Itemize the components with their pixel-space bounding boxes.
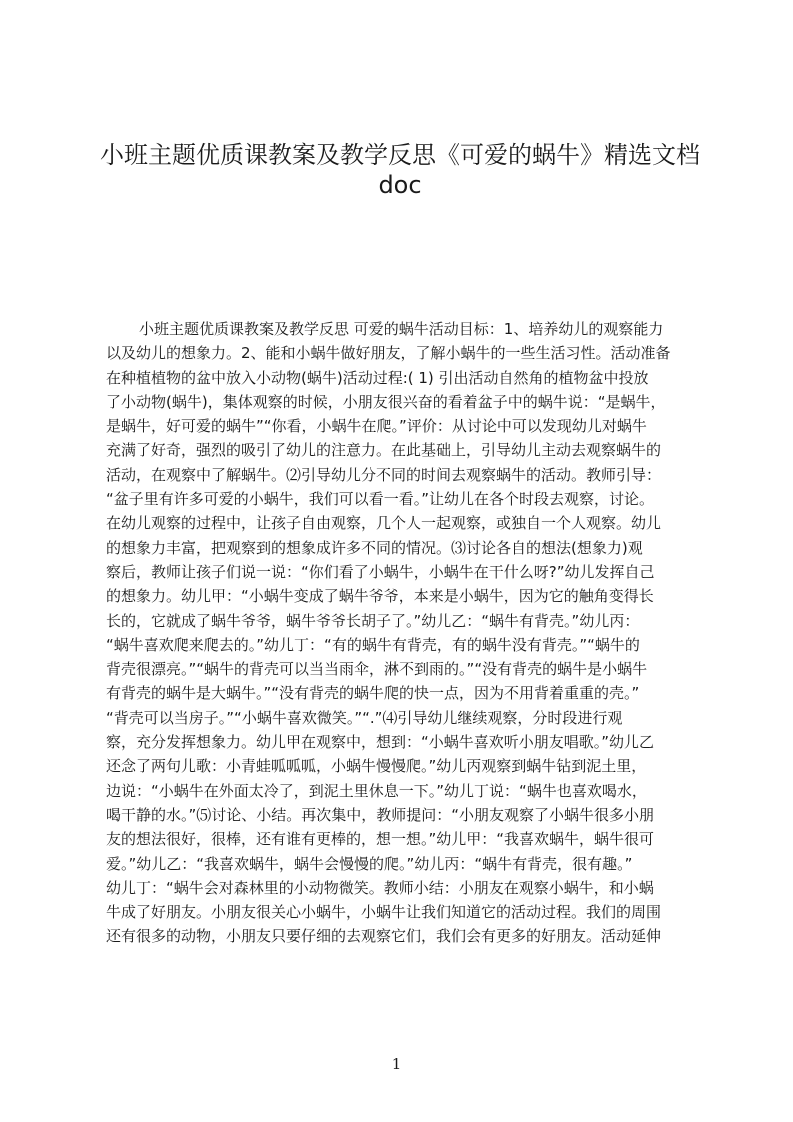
body-line: 察，充分发挥想象力。幼儿甲在观察中，想到：“小蜗牛喜欢听小朋友唱歌。”幼儿乙 [106,733,655,752]
body-line: 在种植植物的盆中放入小动物(蜗牛)活动过程:( 1) 引出活动自然角的植物盆中投放 [106,368,649,387]
body-line: 的想象力丰富，把观察到的想象成许多不同的情况。⑶讨论各自的想法(想象力)观 [106,538,643,557]
body-line: “背壳可以当房子。”“小蜗牛喜欢微笑。”“.”⑷引导幼儿继续观察，分时段进行观 [106,708,623,727]
body-line: 友的想法很好，很棒，还有谁有更棒的，想一想。”幼儿甲：“我喜欢蜗牛，蜗牛很可 [106,830,655,849]
body-line: 在幼儿观察的过程中，让孩子自由观察，几个人一起观察，或独自一个人观察。幼儿 [106,514,662,533]
body-line: 喝干静的水。”⑸讨论、小结。再次集中，教师提问：“小朋友观察了小蜗牛很多小朋 [106,805,655,824]
body-line: 长的，它就成了蜗牛爷爷，蜗牛爷爷长胡子了。”幼儿乙：“蜗牛有背壳。”幼儿丙： [106,611,640,630]
body-line: 背壳很漂亮。”“蜗牛的背壳可以当当雨伞，淋不到雨的。”“没有背壳的蜗牛是小蜗牛 [106,660,648,679]
body-line: 以及幼儿的想象力。2、能和小蜗牛做好朋友，了解小蜗牛的一些生活习性。活动准备 [106,344,671,363]
body-line: 活动，在观察中了解蜗牛。⑵引导幼儿分不同的时间去观察蜗牛的活动。教师引导： [106,465,662,484]
body-line: 还念了两句儿歌：小青蛙呱呱呱，小蜗牛慢慢爬。”幼儿丙观察到蜗牛钻到泥土里， [106,757,647,776]
body-line: 充满了好奇，强烈的吸引了幼儿的注意力。在此基础上，引导幼儿主动去观察蜗牛的 [106,441,662,460]
body-line: “盆子里有许多可爱的小蜗牛，我们可以看一看。”让幼儿在各个时段去观察，讨论。 [106,490,655,509]
body-line: “蜗牛喜欢爬来爬去的。”幼儿丁：“有的蜗牛有背壳，有的蜗牛没有背壳。”“蜗牛的 [106,635,640,654]
body-line: 的想象力。幼儿甲：“小蜗牛变成了蜗牛爷爷，本来是小蜗牛，因为它的触角变得长 [106,587,654,606]
body-line: 爱。”幼儿乙：“我喜欢蜗牛，蜗牛会慢慢的爬。”幼儿丙：“蜗牛有背壳，很有趣。” [106,854,633,873]
document-title [100,140,700,200]
body-line: 小班主题优质课教案及教学反思 可爱的蜗牛活动目标：1、培养幼儿的观察能力 [139,320,664,338]
body-line: 牛成了好朋友。小朋友很关心小蜗牛，小蜗牛让我们知道它的活动过程。我们的周围 [106,903,662,922]
body-line: 边说：“小蜗牛在外面太冷了，到泥土里休息一下。”幼儿丁说：“蜗牛也喜欢喝水， [106,781,647,800]
body-line: 了小动物(蜗牛)，集体观察的时候，小朋友很兴奋的看着盆子中的蜗牛说：“是蜗牛， [106,392,666,411]
body-line: 幼儿丁：“蜗牛会对森林里的小动物微笑。教师小结：小朋友在观察小蜗牛，和小蜗 [106,878,654,897]
body-paragraph [106,317,700,949]
page-number: 1 [391,1055,402,1073]
title-line-1: 小班主题优质课教案及教学反思《可爱的蜗牛》精选文档 [100,141,700,169]
title-line-2: doc [378,171,422,199]
body-line: 察后，教师让孩子们说一说：“你们看了小蜗牛，小蜗牛在干什么呀?”幼儿发挥自己 [106,562,655,581]
body-line: 还有很多的动物，小朋友只要仔细的去观察它们，我们会有更多的好朋友。活动延伸 [106,927,662,946]
body-line: 有背壳的蜗牛是大蜗牛。”“没有背壳的蜗牛爬的快一点，因为不用背着重重的壳。” [106,684,640,703]
body-line: 是蜗牛，好可爱的蜗牛”“你看，小蜗牛在爬。”评价：从讨论中可以发现幼儿对蜗牛 [106,417,647,436]
